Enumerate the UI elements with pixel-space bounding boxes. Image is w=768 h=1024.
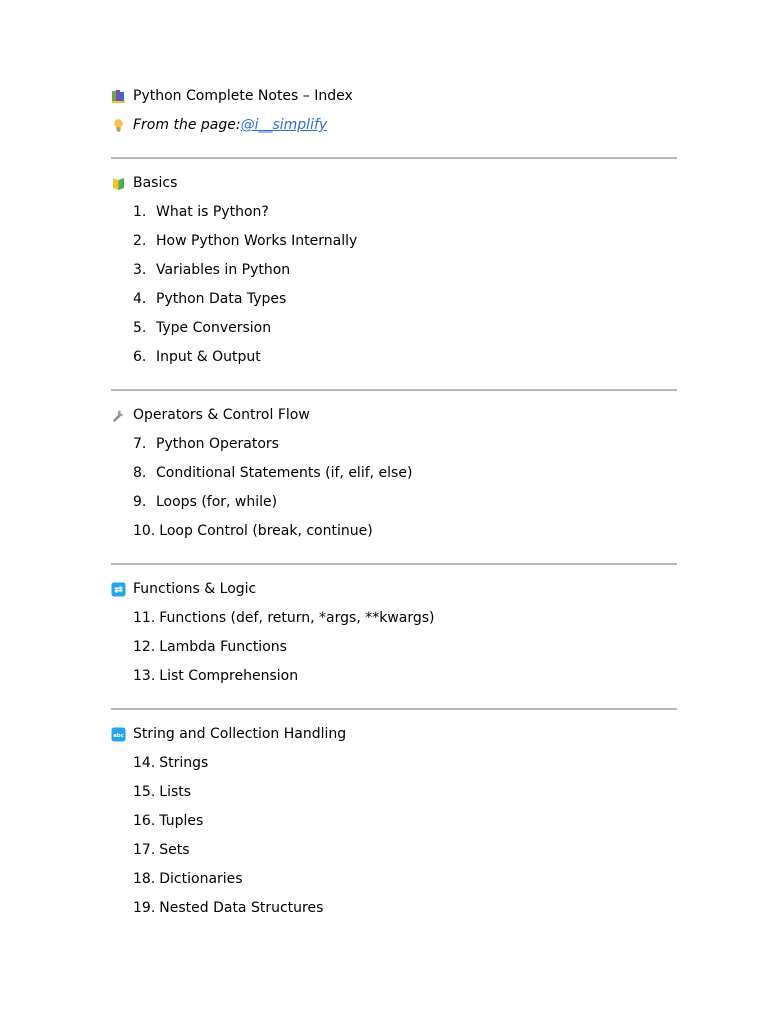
- section-divider: [111, 157, 677, 159]
- topic-list-functions: [111, 604, 677, 691]
- section-heading-strings: [111, 720, 677, 749]
- topic-item: [111, 604, 677, 633]
- topic-title: Strings: [159, 755, 209, 771]
- section-heading-basics: [111, 169, 677, 198]
- source-prefix: From the page:: [133, 117, 241, 133]
- topic-list-operators: [111, 430, 677, 546]
- topic-list-basics: [111, 198, 677, 372]
- topic-item: [111, 778, 677, 807]
- topic-number: 1.: [133, 204, 147, 220]
- topic-number: 18.: [133, 871, 156, 887]
- section-title: Basics: [133, 175, 178, 191]
- topic-item: [111, 633, 677, 662]
- topic-title: Sets: [159, 842, 190, 858]
- source-handle-link[interactable]: @i__simplify: [240, 117, 328, 133]
- topic-item: [111, 256, 677, 285]
- source-line: [111, 111, 677, 140]
- topic-number: 15.: [133, 784, 156, 800]
- topic-number: 7.: [133, 436, 147, 452]
- section-title: Functions & Logic: [133, 581, 257, 597]
- topic-title: Variables in Python: [156, 262, 291, 278]
- topic-title: Python Data Types: [156, 291, 287, 307]
- topic-number: 2.: [133, 233, 147, 249]
- topic-title: Conditional Statements (if, elif, else): [156, 465, 413, 481]
- topic-number: 4.: [133, 291, 147, 307]
- topic-title: What is Python?: [156, 204, 269, 220]
- topic-title: List Comprehension: [159, 668, 299, 684]
- section-title: String and Collection Handling: [133, 726, 347, 742]
- topic-item: [111, 430, 677, 459]
- topic-number: 8.: [133, 465, 147, 481]
- topic-title: Tuples: [159, 813, 204, 829]
- topic-item: [111, 488, 677, 517]
- topic-title: Dictionaries: [159, 871, 243, 887]
- topic-number: 5.: [133, 320, 147, 336]
- abc-icon: [111, 727, 126, 742]
- topic-item: [111, 662, 677, 691]
- topic-number: 19.: [133, 900, 156, 916]
- topic-title: How Python Works Internally: [156, 233, 358, 249]
- topic-item: [111, 894, 677, 923]
- topic-item: [111, 314, 677, 343]
- topic-title: Functions (def, return, *args, **kwargs): [159, 610, 435, 626]
- topic-number: 10.: [133, 523, 156, 539]
- index-content: [111, 82, 677, 923]
- topic-title: Lambda Functions: [159, 639, 287, 655]
- topic-number: 6.: [133, 349, 147, 365]
- topic-number: 3.: [133, 262, 147, 278]
- document-title-row: [111, 82, 677, 111]
- topic-number: 9.: [133, 494, 147, 510]
- topic-number: 13.: [133, 668, 156, 684]
- section-divider: [111, 708, 677, 710]
- topic-number: 11.: [133, 610, 156, 626]
- topic-title: Loop Control (break, continue): [159, 523, 373, 539]
- section-title: Operators & Control Flow: [133, 407, 310, 423]
- topic-item: [111, 865, 677, 894]
- svg-text:abc: abc: [113, 733, 124, 739]
- topic-item: [111, 198, 677, 227]
- lightbulb-icon: [111, 118, 126, 133]
- topic-number: 12.: [133, 639, 156, 655]
- topic-number: 17.: [133, 842, 156, 858]
- topic-item: [111, 459, 677, 488]
- topic-item: [111, 836, 677, 865]
- beginner-badge-icon: [111, 176, 126, 191]
- topic-item: [111, 749, 677, 778]
- topic-title: Python Operators: [156, 436, 279, 452]
- topic-item: [111, 807, 677, 836]
- books-icon: [111, 89, 126, 104]
- wrench-icon: [111, 408, 126, 423]
- topic-list-strings: [111, 749, 677, 923]
- section-heading-operators: [111, 401, 677, 430]
- section-heading-functions: [111, 575, 677, 604]
- topic-number: 14.: [133, 755, 156, 771]
- section-divider: [111, 389, 677, 391]
- topic-number: 16.: [133, 813, 156, 829]
- topic-title: Type Conversion: [156, 320, 272, 336]
- topic-title: Nested Data Structures: [159, 900, 324, 916]
- topic-item: [111, 517, 677, 546]
- topic-title: Lists: [159, 784, 192, 800]
- topic-title: Input & Output: [156, 349, 261, 365]
- topic-item: [111, 285, 677, 314]
- section-divider: [111, 563, 677, 565]
- topic-item: [111, 343, 677, 372]
- topic-item: [111, 227, 677, 256]
- repeat-icon: [111, 582, 126, 597]
- topic-title: Loops (for, while): [156, 494, 278, 510]
- document-title: Python Complete Notes – Index: [133, 88, 353, 104]
